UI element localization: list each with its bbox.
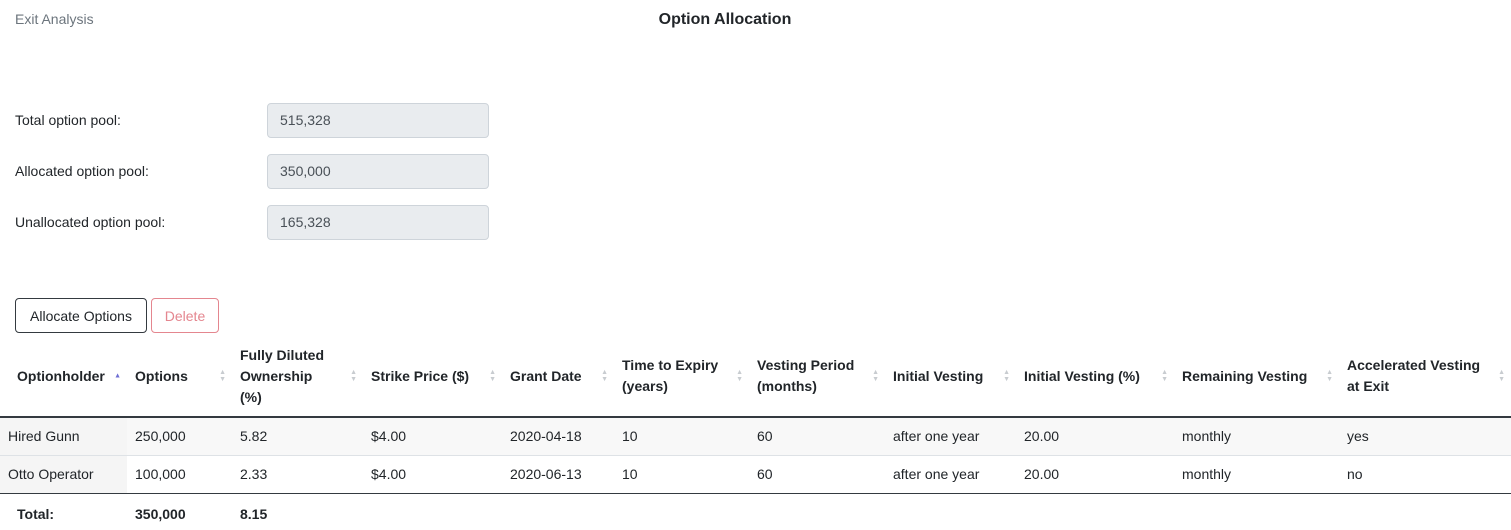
- col-header-ownership[interactable]: Fully Diluted Ownership (%) ▲ ▼: [232, 336, 363, 417]
- col-header-strike-price[interactable]: Strike Price ($) ▲ ▼: [363, 336, 502, 417]
- cell-time-to-expiry: 10: [614, 417, 749, 455]
- col-header-remaining-vesting[interactable]: Remaining Vesting ▲ ▼: [1174, 336, 1339, 417]
- sort-icon: ▲ ▼: [1326, 369, 1333, 383]
- cell-initial-vesting-pct: 20.00: [1016, 455, 1174, 493]
- cell-optionholder: Otto Operator: [0, 455, 127, 493]
- sort-icon: ▲ ▼: [350, 369, 357, 383]
- cell-vesting-period: 60: [749, 455, 885, 493]
- cell-strike-price: $4.00: [363, 455, 502, 493]
- cell-accelerated-vesting: yes: [1339, 417, 1511, 455]
- cell-initial-vesting: after one year: [885, 455, 1016, 493]
- allocated-pool-row: [15, 154, 495, 189]
- col-header-options[interactable]: Options ▲ ▼: [127, 336, 232, 417]
- col-header-accelerated-vesting[interactable]: Accelerated Vesting at Exit ▲ ▼: [1339, 336, 1511, 417]
- col-header-grant-date[interactable]: Grant Date ▲ ▼: [502, 336, 614, 417]
- unallocated-pool-field: 165,328: [267, 205, 489, 240]
- totals-options: 350,000: [135, 506, 186, 523]
- totals-label: Total:: [17, 506, 55, 523]
- total-pool-label: Total option pool:: [15, 112, 121, 128]
- totals-ownership: 8.15: [240, 506, 268, 523]
- sort-icon: ▲ ▼: [489, 369, 496, 383]
- col-header-vesting-period[interactable]: Vesting Period (months) ▲ ▼: [749, 336, 885, 417]
- cell-grant-date: 2020-06-13: [502, 455, 614, 493]
- cell-strike-price: $4.00: [363, 417, 502, 455]
- cell-initial-vesting-pct: 20.00: [1016, 417, 1174, 455]
- sort-icon: ▲ ▼: [601, 369, 608, 383]
- cell-initial-vesting: after one year: [885, 417, 1016, 455]
- unallocated-pool-row: [15, 205, 495, 240]
- allocated-pool-label: Allocated option pool:: [15, 163, 149, 179]
- sort-icon: ▲ ▼: [1498, 369, 1505, 383]
- table-header-row: [0, 336, 1511, 417]
- delete-button[interactable]: Delete: [151, 298, 219, 333]
- options-table: [0, 336, 1511, 530]
- col-header-time-to-expiry[interactable]: Time to Expiry (years) ▲ ▼: [614, 336, 749, 417]
- cell-ownership: 5.82: [232, 417, 363, 455]
- cell-grant-date: 2020-04-18: [502, 417, 614, 455]
- cell-accelerated-vesting: no: [1339, 455, 1511, 493]
- total-pool-row: [15, 103, 495, 138]
- cell-optionholder: Hired Gunn: [0, 417, 127, 455]
- cell-ownership: 2.33: [232, 455, 363, 493]
- col-header-initial-vesting-pct[interactable]: Initial Vesting (%) ▲ ▼: [1016, 336, 1174, 417]
- sort-icon: ▲ ▼: [1003, 369, 1010, 383]
- allocated-pool-field: 350,000: [267, 154, 489, 189]
- exit-analysis-link[interactable]: Exit Analysis: [15, 11, 94, 27]
- sort-icon: ▲ ▼: [736, 369, 743, 383]
- col-header-optionholder[interactable]: Optionholder ▲: [0, 336, 127, 417]
- table-row[interactable]: [0, 417, 1511, 455]
- cell-options: 100,000: [127, 455, 232, 493]
- unallocated-pool-label: Unallocated option pool:: [15, 214, 166, 230]
- cell-vesting-period: 60: [749, 417, 885, 455]
- page-title: Option Allocation: [658, 11, 792, 28]
- sort-icon: ▲ ▼: [219, 369, 226, 383]
- allocate-options-button[interactable]: Allocate Options: [15, 298, 147, 333]
- sort-icon: ▲ ▼: [1161, 369, 1168, 383]
- cell-remaining-vesting: monthly: [1174, 455, 1339, 493]
- cell-time-to-expiry: 10: [614, 455, 749, 493]
- totals-row: [0, 493, 1511, 530]
- col-header-initial-vesting[interactable]: Initial Vesting ▲ ▼: [885, 336, 1016, 417]
- sort-asc-icon: ▲: [114, 372, 121, 380]
- table-row[interactable]: [0, 455, 1511, 493]
- cell-options: 250,000: [127, 417, 232, 455]
- total-pool-field: 515,328: [267, 103, 489, 138]
- sort-icon: ▲ ▼: [872, 369, 879, 383]
- cell-remaining-vesting: monthly: [1174, 417, 1339, 455]
